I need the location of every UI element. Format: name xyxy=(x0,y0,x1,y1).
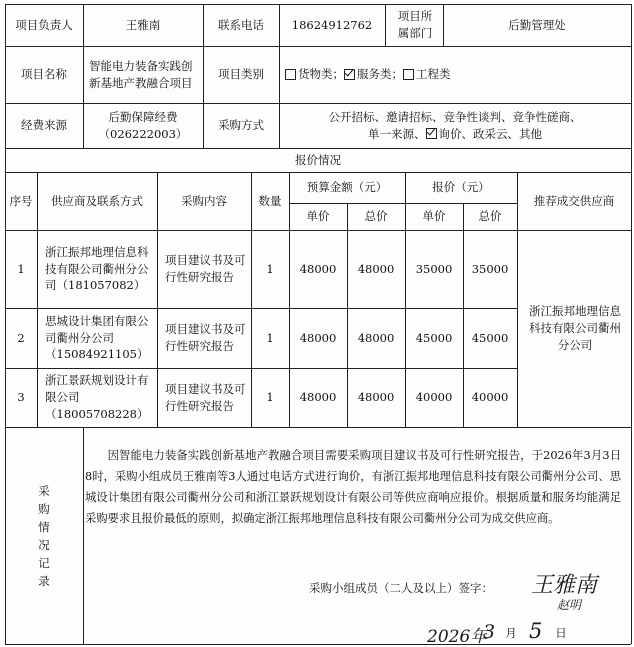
funding-source-line2: （026222003） xyxy=(98,126,188,141)
recommended-supplier: 浙江振邦地理信息科技有限公司衢州分公司 xyxy=(529,304,621,352)
row2-qty: 1 xyxy=(266,330,274,345)
date-month: 3 xyxy=(483,621,496,643)
row2-quote-unit: 45000 xyxy=(415,330,453,345)
budget-total-header: 总价 xyxy=(364,209,388,224)
procurement-method-options xyxy=(279,103,631,148)
phone-label: 联系电话 xyxy=(218,17,264,32)
project-category-label: 项目类别 xyxy=(218,67,264,82)
row1-supplier: 浙江振邦地理信息科技有限公司衢州分公司（181057082） xyxy=(45,244,149,293)
col-recommend-header: 推荐成交供应商 xyxy=(533,193,615,208)
quote-total-header: 总价 xyxy=(478,209,502,224)
method-line2-pre: 单一来源、 xyxy=(368,126,426,141)
category-works-label: 工程类 xyxy=(416,67,451,82)
row2-content: 项目建议书及可行性研究报告 xyxy=(165,322,246,353)
method-line1: 公开招标、邀请招标、竞争性谈判、竞争性磋商、 xyxy=(328,109,582,124)
person-value: 王雅南 xyxy=(125,17,161,32)
project-category-options xyxy=(283,46,631,103)
row1-budget-total: 48000 xyxy=(357,261,395,276)
phone-value: 18624912762 xyxy=(291,17,373,32)
col-seq-header: 序号 xyxy=(9,193,33,208)
row2-supplier: 思城设计集团有限公司衢州分公司（15084921105） xyxy=(45,313,149,362)
row1-budget-unit: 48000 xyxy=(299,261,337,276)
record-text: 因智能电力装备实践创新基地产教融合项目需要采购项目建议书及可行性研究报告，于2026年3月3日8时，采购小组成员王雅南等3人通过电话方式进行询价，有浙江振邦地理信息科技有限公司衢州分公司、思城设计集团有限公司衢州分公司和浙江景跃规划设计有限公司等供应商响应报价。根据质量和服务均能满足采购要求且报价最低的原则，拟确定浙江振邦地理信息科技有限公司衢州分公司为成交供应商。 xyxy=(85,449,621,525)
quote-unit-header: 单价 xyxy=(422,209,446,224)
dept-label: 项目所属部门 xyxy=(397,9,433,40)
category-service-checkbox xyxy=(344,69,355,80)
procurement-method-label: 采购方式 xyxy=(218,118,264,133)
method-line2 xyxy=(368,126,542,143)
col-supplier-header: 供应商及联系方式 xyxy=(51,193,143,208)
category-goods-label: 货物类； xyxy=(298,67,344,82)
project-name-value: 智能电力装备实践创新基地产教融合项目 xyxy=(89,58,193,90)
procurement-form xyxy=(3,2,631,647)
row3-quote-total: 40000 xyxy=(471,390,509,405)
date-day: 5 xyxy=(529,619,543,643)
row3-budget-unit: 48000 xyxy=(299,390,337,405)
row1-quote-total: 35000 xyxy=(471,261,509,276)
funding-source-line1: 后勤保障经费 xyxy=(108,109,178,124)
person-label: 项目负责人 xyxy=(15,17,73,32)
row2-budget-unit: 48000 xyxy=(299,330,337,345)
funding-source-value xyxy=(83,103,203,148)
method-inquiry-label: 询价 xyxy=(438,126,462,141)
col-content-header: 采购内容 xyxy=(181,193,227,208)
row3-budget-total: 48000 xyxy=(357,390,395,405)
category-goods-checkbox xyxy=(285,69,296,80)
row3-quote-unit: 40000 xyxy=(415,390,453,405)
col-qty-header: 数量 xyxy=(258,193,282,208)
col-quote-header: 报价（元） xyxy=(432,180,490,195)
row1-qty: 1 xyxy=(266,261,274,276)
row3-supplier: 浙江景跃规划设计有限公司（18005708228） xyxy=(45,373,149,421)
signature-label: 采购小组成员（二人及以上）签字： xyxy=(309,581,493,595)
col-budget-header: 预算金额（元） xyxy=(306,180,388,195)
category-works-checkbox xyxy=(403,69,414,80)
date-day-unit: 日 xyxy=(555,625,567,640)
signature-zhao: 赵明 xyxy=(557,598,582,612)
row3-seq: 3 xyxy=(17,390,25,405)
quote-section-title: 报价情况 xyxy=(295,152,341,167)
signature-wang: 王雅南 xyxy=(531,573,598,598)
project-name-label: 项目名称 xyxy=(21,67,67,82)
funding-source-label: 经费来源 xyxy=(21,118,67,133)
row2-budget-total: 48000 xyxy=(357,330,395,345)
row1-quote-unit: 35000 xyxy=(415,261,453,276)
dept-value: 后勤管理处 xyxy=(508,17,566,32)
date-year: 2026年 xyxy=(427,627,488,647)
date-month-unit: 月 xyxy=(505,625,517,640)
method-inquiry-checkbox xyxy=(426,128,437,139)
row1-seq: 1 xyxy=(17,261,25,276)
category-service-label: 服务类； xyxy=(357,67,403,82)
row2-quote-total: 45000 xyxy=(471,330,509,345)
row3-content: 项目建议书及可行性研究报告 xyxy=(165,381,246,413)
record-label: 采购情况记录 xyxy=(38,483,50,588)
budget-unit-header: 单价 xyxy=(306,209,330,224)
row1-content: 项目建议书及可行性研究报告 xyxy=(165,253,246,284)
row2-seq: 2 xyxy=(17,330,25,345)
method-line2-post: 、政采云、其他 xyxy=(461,126,542,141)
row3-qty: 1 xyxy=(266,390,274,405)
